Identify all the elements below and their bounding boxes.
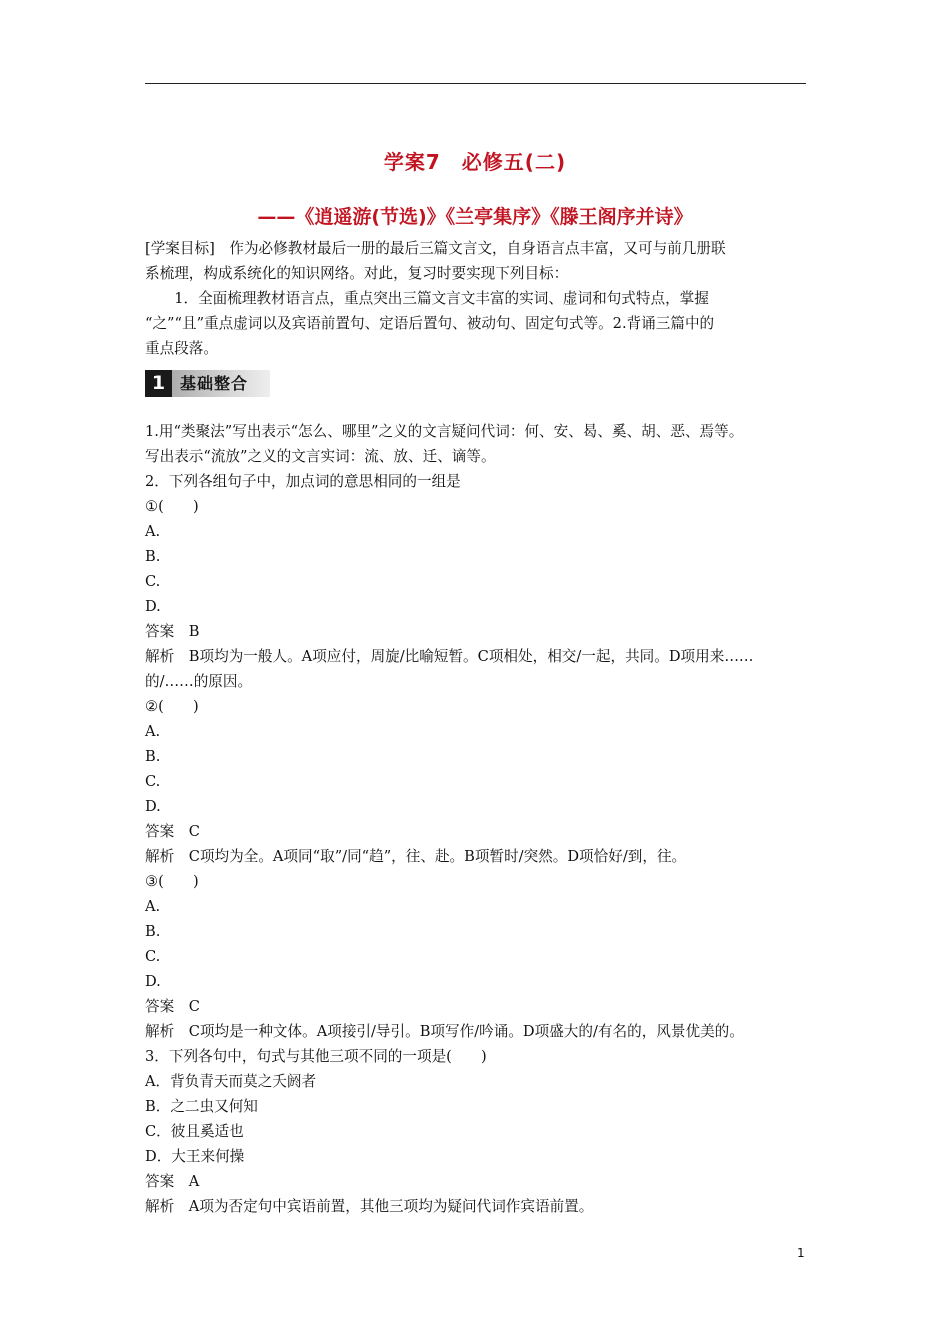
q1-line: 写出表示“流放”之义的文言实词：流、放、迁、谪等。: [145, 448, 496, 465]
option: B．之二虫又何知: [145, 1098, 258, 1115]
objective-line: 重点段落。: [145, 340, 218, 357]
group-label: ①( ): [145, 498, 199, 515]
analysis: 的/……的原因。: [145, 673, 253, 690]
answer: 答案 C: [145, 998, 200, 1015]
page-subtitle: ——《逍遥游(节选)》《兰亭集序》《滕王阁序并诗》: [257, 206, 693, 228]
analysis: 解析 A项为否定句中宾语前置，其他三项均为疑问代词作宾语前置。: [145, 1198, 594, 1215]
option: B.: [145, 748, 161, 765]
option: C．彼且奚适也: [145, 1123, 244, 1140]
option: D.: [145, 598, 161, 615]
option: C.: [145, 573, 161, 590]
group-label: ②( ): [145, 698, 199, 715]
option: B.: [145, 923, 161, 940]
option: B.: [145, 548, 161, 565]
question-3: [145, 1044, 810, 1219]
section-banner: [145, 370, 270, 397]
option: A.: [145, 723, 161, 740]
answer: 答案 B: [145, 623, 200, 640]
page-title: 学案7 必修五(二): [383, 150, 567, 174]
question-1: [145, 419, 810, 469]
option: C.: [145, 948, 161, 965]
section-number: 1: [145, 370, 172, 397]
q3-stem: 3．下列各句中，句式与其他三项不同的一项是( ): [145, 1048, 487, 1065]
q2-stem: 2．下列各组句子中，加点词的意思相同的一组是: [145, 473, 461, 490]
analysis: 解析 C项均是一种文体。A项接引/导引。B项写作/吟诵。D项盛大的/有名的，风景优美的。: [145, 1023, 744, 1040]
section-title: 基础整合: [180, 374, 249, 393]
objective-line: 系梳理，构成系统化的知识网络。对此，复习时要实现下列目标：: [145, 265, 569, 282]
answer: 答案 A: [145, 1173, 200, 1190]
analysis: 解析 C项均为全。A项同“取”/同“趋”，往、赴。B项暂时/突然。D项恰好/到，往。: [145, 848, 687, 865]
study-objective: [145, 236, 810, 361]
question-2: [145, 469, 810, 1044]
objective-line: “之”“且”重点虚词以及宾语前置句、定语后置句、被动句、固定句式等。2.背诵三篇中的: [145, 315, 715, 332]
analysis: 解析 B项均为一般人。A项应付，周旋/比喻短暂。C项相处，相交/一起，共同。D项用来……: [145, 648, 754, 665]
answer: 答案 C: [145, 823, 200, 840]
option: C.: [145, 773, 161, 790]
q1-line: 1.用“类聚法”写出表示“怎么、哪里”之义的文言疑问代词：何、安、曷、奚、胡、恶、焉等。: [145, 423, 744, 440]
option: D．大王来何操: [145, 1148, 245, 1165]
page-number: 1: [797, 1246, 805, 1260]
option: A．背负青天而莫之夭阏者: [145, 1073, 317, 1090]
objective-line: [学案目标] 作为必修教材最后一册的最后三篇文言文，自身语言点丰富，又可与前几册联: [145, 240, 726, 257]
option: A.: [145, 523, 161, 540]
objective-line: 1．全面梳理教材语言点，重点突出三篇文言文丰富的实词、虚词和句式特点，掌握: [174, 290, 709, 307]
header-rule: [145, 83, 806, 84]
group-label: ③( ): [145, 873, 199, 890]
option: D.: [145, 798, 161, 815]
option: A.: [145, 898, 161, 915]
option: D.: [145, 973, 161, 990]
document-body: [145, 236, 810, 1219]
